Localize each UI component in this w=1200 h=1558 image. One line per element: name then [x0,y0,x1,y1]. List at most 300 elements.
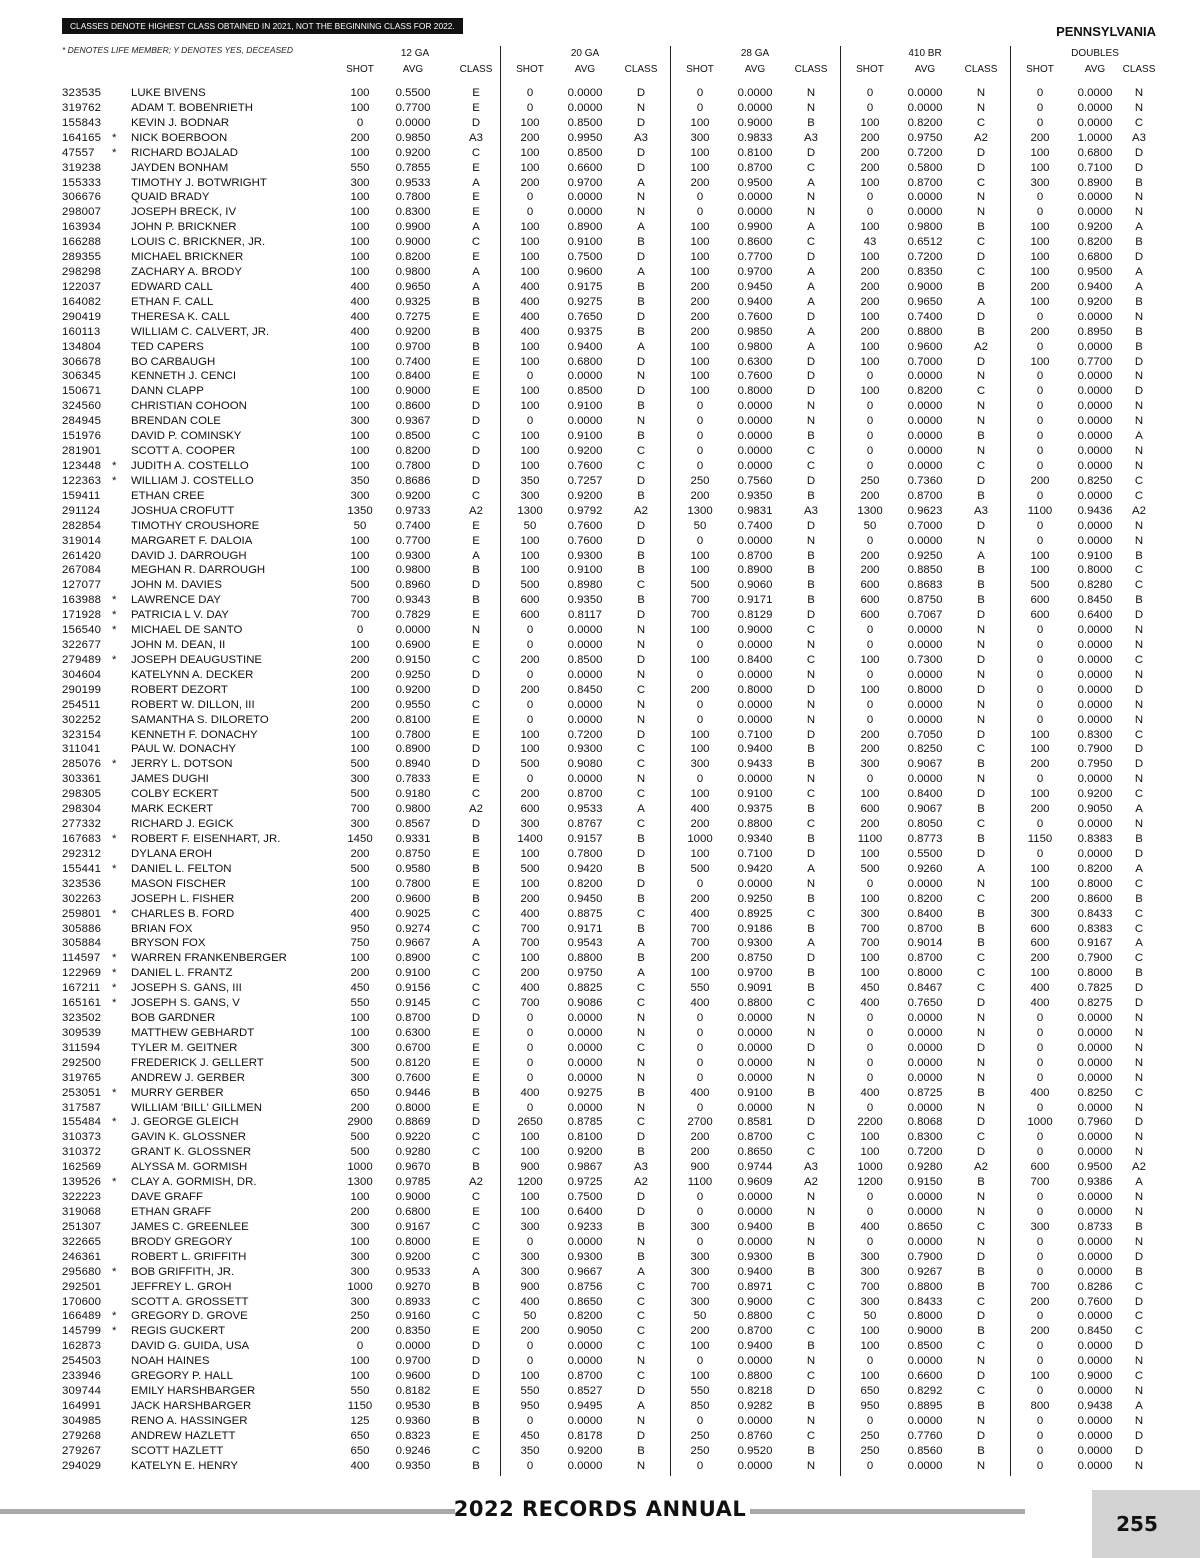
class: D [976,519,986,532]
shot-count: 600 [520,594,540,607]
average: 0.0000 [1077,1355,1113,1368]
shot-count: 200 [520,788,540,801]
shot-count: 0 [866,370,874,383]
shot-count: 0 [1036,460,1044,472]
shot-count: 0 [526,624,534,637]
class: N [1134,1385,1144,1398]
shot-count: 1000 [857,1161,883,1174]
member-name: DANIEL L. FRANTZ [131,967,233,980]
shot-count: 50 [523,1310,537,1323]
member-name: JAYDEN BONHAM [131,161,229,174]
shot-count: 0 [696,668,704,681]
class: C [636,758,646,771]
average: 0.8200 [567,877,603,890]
class: N [806,877,816,890]
average: 0.9600 [395,1370,431,1383]
class: C [636,1041,646,1054]
class: C [636,460,646,472]
class: B [977,907,985,920]
average: 0.7855 [395,161,431,174]
shot-count: 300 [690,1295,710,1308]
table-row [0,713,1200,728]
average: 0.9831 [737,504,773,517]
class: A3 [804,131,818,144]
shot-count: 100 [350,1235,370,1248]
member-name: MATTHEW GEBHARDT [131,1026,255,1039]
average: 0.8500 [567,146,603,159]
class: D [636,534,646,547]
member-name: KATELYNN A. DECKER [131,668,254,681]
table-row [0,340,1200,355]
shot-count: 0 [866,534,874,547]
class: B [807,1086,815,1099]
average: 0.7200 [567,728,603,741]
average: 0.0000 [567,1012,603,1025]
shot-count: 0 [696,1206,704,1218]
shot-count: 0 [696,191,704,204]
class: D [636,87,646,99]
shot-count: 950 [860,1399,880,1412]
table-row [0,474,1200,489]
shot-count: 650 [350,1444,370,1457]
class: C [636,1340,646,1353]
class: E [472,161,480,174]
class: C [1134,474,1144,487]
member-id: 289355 [62,251,102,264]
average: 0.0000 [907,713,943,726]
shot-count: 100 [1030,146,1050,159]
shot-count: 200 [860,549,880,562]
class: N [806,1056,816,1069]
table-row [0,1160,1200,1175]
member-id: 164082 [62,295,102,308]
footer-rule-left [0,1509,455,1514]
shot-count: 0 [866,400,874,413]
average: 0.0000 [737,430,773,443]
class: N [1134,1414,1144,1427]
class: E [472,1056,480,1069]
average: 0.5500 [907,847,943,860]
shot-count: 200 [520,131,540,144]
average: 0.8971 [737,1280,773,1293]
average: 0.8800 [907,1280,943,1293]
class: E [472,1041,480,1054]
shot-count: 300 [1030,176,1050,189]
shot-count: 0 [1036,1012,1044,1025]
life-member-flag: * [112,1310,117,1323]
class: N [636,1235,646,1248]
average: 0.9850 [737,325,773,338]
class: B [1135,549,1143,562]
average: 0.7500 [567,251,603,264]
average: 0.9375 [737,803,773,816]
shot-count: 0 [866,713,874,726]
member-name: PAUL W. DONACHY [131,743,237,756]
shot-count: 100 [350,877,370,890]
average: 0.8756 [567,1280,603,1293]
member-name: GREGORY D. GROVE [131,1310,248,1323]
average: 0.0000 [737,534,773,547]
class: B [1135,1265,1143,1278]
shot-count: 500 [690,862,710,875]
class: D [636,847,646,860]
shot-count: 0 [866,624,874,637]
class: A [1135,221,1143,234]
shot-count: 100 [860,683,880,696]
shot-count: 200 [350,131,370,144]
class: E [472,609,480,622]
shot-count: 100 [350,460,370,472]
class: E [472,1206,480,1218]
member-id: 292312 [62,847,102,860]
shot-count: 400 [520,280,540,293]
average: 0.8527 [567,1385,603,1398]
average: 0.8900 [395,743,431,756]
shot-count: 100 [520,1146,540,1159]
class: N [471,624,481,637]
shot-count: 0 [356,116,364,129]
average: 0.7400 [395,355,431,368]
shot-count: 1000 [687,833,713,845]
shot-count: 100 [860,788,880,801]
average: 0.8000 [395,1235,431,1248]
class: N [976,1459,986,1472]
sub-header: AVG [914,64,936,75]
class: C [1134,788,1144,801]
member-name: NICK BOERBOON [131,131,228,144]
shot-count: 0 [356,1340,364,1353]
table-row [0,1011,1200,1026]
class: C [976,967,986,980]
average: 0.8068 [907,1116,943,1129]
class: N [1134,101,1144,114]
shot-count: 300 [690,758,710,771]
class: C [471,952,481,965]
shot-count: 0 [866,1355,874,1368]
class: C [806,161,816,174]
average: 0.8950 [1077,325,1113,338]
shot-count: 200 [350,892,370,905]
shot-count: 600 [520,609,540,622]
member-name: JAMES DUGHI [131,773,209,786]
class: C [471,1295,481,1308]
average: 0.0000 [737,1012,773,1025]
average: 0.9785 [395,1176,431,1189]
average: 0.9267 [907,1265,943,1278]
class: D [1134,683,1144,696]
shot-count: 0 [1036,385,1044,398]
table-row [0,772,1200,787]
shot-count: 100 [350,146,370,159]
member-name: LAWRENCE DAY [131,594,221,607]
average: 0.0000 [907,101,943,114]
class: D [1134,146,1144,159]
average: 0.9300 [567,1250,603,1263]
average: 0.0000 [907,415,943,428]
average: 0.7700 [737,251,773,264]
class: B [472,862,480,875]
class: N [1134,1146,1144,1159]
class: D [471,818,481,831]
table-row [0,578,1200,593]
average: 0.9086 [567,997,603,1010]
class: D [976,609,986,622]
table-row [0,1265,1200,1280]
average: 0.9050 [1077,803,1113,816]
average: 0.8400 [907,788,943,801]
table-row [0,1235,1200,1250]
average: 0.9100 [395,967,431,980]
table-row [0,235,1200,250]
life-member-flag: * [112,833,117,845]
shot-count: 300 [690,1220,710,1233]
average: 0.8200 [395,445,431,458]
class: N [976,668,986,681]
table-row [0,190,1200,205]
average: 0.7600 [737,310,773,323]
class: B [807,564,815,577]
class: C [976,1131,986,1144]
average: 0.0000 [907,1071,943,1084]
shot-count: 0 [526,1056,534,1069]
average: 0.0000 [737,206,773,219]
table-row [0,1220,1200,1235]
shot-count: 200 [350,847,370,860]
shot-count: 200 [1030,474,1050,487]
average: 0.8980 [567,579,603,592]
member-name: NOAH HAINES [131,1355,210,1368]
average: 0.0000 [737,639,773,652]
class: A [807,862,815,875]
shot-count: 0 [866,639,874,652]
class: A [472,221,480,234]
shot-count: 700 [690,937,710,950]
average: 0.9300 [395,549,431,562]
class: E [472,519,480,532]
average: 0.8000 [737,683,773,696]
member-name: EMILY HARSHBARGER [131,1385,256,1398]
average: 0.0000 [1077,489,1113,502]
shot-count: 600 [1030,937,1050,950]
shot-count: 300 [350,415,370,428]
shot-count: 0 [1036,639,1044,652]
shot-count: 0 [866,773,874,786]
average: 0.8250 [1077,1086,1113,1099]
table-row [0,668,1200,683]
class: N [806,1206,816,1218]
class: N [1134,624,1144,637]
member-name: GREGORY P. HALL [131,1370,233,1383]
class: B [977,1176,985,1189]
member-id: 305886 [62,922,102,935]
average: 0.5800 [907,161,943,174]
average: 0.8400 [737,653,773,666]
table-row [0,161,1200,176]
average: 0.9156 [395,982,431,995]
class: D [1134,251,1144,264]
shot-count: 0 [356,624,364,637]
table-row [0,966,1200,981]
member-id: 47557 [62,146,95,159]
average: 0.8940 [395,758,431,771]
average: 0.8800 [737,1310,773,1323]
class: C [636,1310,646,1323]
average: 0.8500 [907,1340,943,1353]
member-name: JOSEPH S. GANS, V [131,997,240,1010]
class: N [1134,1012,1144,1025]
shot-count: 100 [1030,743,1050,756]
member-name: CHRISTIAN COHOON [131,400,247,413]
class: C [806,907,816,920]
shot-count: 1400 [517,833,543,845]
shot-count: 0 [696,534,704,547]
average: 0.9000 [1077,1370,1113,1383]
shot-count: 2200 [857,1116,883,1129]
class: D [1134,385,1144,398]
average: 0.0000 [737,460,773,472]
average: 0.9400 [737,1265,773,1278]
class: E [472,1101,480,1114]
class: B [472,1414,480,1427]
shot-count: 0 [1036,206,1044,219]
class: D [976,146,986,159]
shot-count: 200 [520,176,540,189]
member-id: 155484 [62,1116,102,1129]
shot-count: 550 [520,1385,540,1398]
class: N [806,191,816,204]
class: E [472,101,480,114]
shot-count: 0 [696,1071,704,1084]
class: D [806,952,816,965]
class: C [976,116,986,129]
sub-header: AVG [744,64,766,75]
shot-count: 600 [1030,922,1050,935]
shot-count: 1150 [1027,833,1053,845]
member-id: 311041 [62,743,101,756]
table-row [0,399,1200,414]
average: 0.8280 [1077,579,1113,592]
class: C [976,892,986,905]
average: 0.9282 [737,1399,773,1412]
shot-count: 50 [863,1310,877,1323]
table-row [0,563,1200,578]
average: 0.9433 [737,758,773,771]
shot-count: 0 [1036,1041,1044,1054]
shot-count: 300 [520,1220,540,1233]
class: A [807,176,815,189]
member-name: MARGARET F. DALOIA [131,534,253,547]
average: 0.9000 [737,116,773,129]
table-row [0,1026,1200,1041]
shot-count: 100 [860,385,880,398]
member-name: LOUIS C. BRICKNER, JR. [131,236,266,249]
member-name: MICHAEL DE SANTO [131,624,243,637]
group-header: DOUBLES [1071,48,1119,59]
member-id: 165161 [62,997,102,1010]
shot-count: 250 [690,1429,710,1442]
average: 0.9160 [395,1310,431,1323]
class: D [471,445,481,458]
class: C [806,445,816,458]
average: 0.8960 [395,579,431,592]
class: C [806,460,816,472]
shot-count: 100 [520,564,540,577]
shot-count: 100 [520,146,540,159]
shot-count: 200 [860,146,880,159]
shot-count: 0 [866,1026,874,1039]
table-row [0,325,1200,340]
average: 0.0000 [737,1041,773,1054]
shot-count: 100 [520,952,540,965]
member-name: MEGHAN R. DARROUGH [131,564,266,577]
class: A [1135,937,1143,950]
shot-count: 0 [696,445,704,458]
shot-count: 200 [520,653,540,666]
shot-count: 0 [1036,1146,1044,1159]
class: N [806,639,816,652]
average: 0.9200 [395,146,431,159]
table-row [0,116,1200,131]
class: D [976,1116,986,1129]
shot-count: 100 [520,385,540,398]
class: B [637,489,645,502]
member-name: JERRY L. DOTSON [131,758,233,771]
member-id: 279268 [62,1429,102,1442]
class: N [1134,773,1144,786]
table-row [0,355,1200,370]
shot-count: 1300 [517,504,543,517]
average: 0.9350 [395,1459,431,1472]
average: 0.0000 [1077,206,1113,219]
class: A2 [1132,1161,1146,1174]
class: D [636,653,646,666]
average: 0.9792 [567,504,603,517]
class: B [807,967,815,980]
member-id: 298304 [62,803,102,816]
shot-count: 300 [350,1220,370,1233]
class: N [1134,445,1144,458]
average: 0.8250 [907,743,943,756]
member-id: 323502 [62,1012,102,1025]
member-id: 292501 [62,1280,102,1293]
shot-count: 900 [690,1161,710,1174]
shot-count: 100 [690,116,710,129]
shot-count: 700 [350,594,370,607]
sub-header: SHOT [516,64,544,75]
average: 0.9100 [1077,549,1113,562]
shot-count: 0 [1036,340,1044,353]
shot-count: 800 [1030,1399,1050,1412]
shot-count: 100 [1030,877,1050,890]
average: 0.0000 [1077,1429,1113,1442]
table-row [0,1280,1200,1295]
member-name: ROBERT DEZORT [131,683,228,696]
class: B [977,564,985,577]
table-row [0,1086,1200,1101]
average: 0.7950 [1077,758,1113,771]
average: 0.8900 [395,952,431,965]
class: C [806,624,816,637]
member-id: 171928 [62,609,102,622]
class: D [806,146,816,159]
member-id: 319765 [62,1071,102,1084]
average: 0.9450 [737,280,773,293]
class: E [472,1385,480,1398]
class: A [1135,1176,1143,1189]
member-id: 319238 [62,161,102,174]
member-name: MASON FISCHER [131,877,226,890]
shot-count: 850 [690,1399,710,1412]
